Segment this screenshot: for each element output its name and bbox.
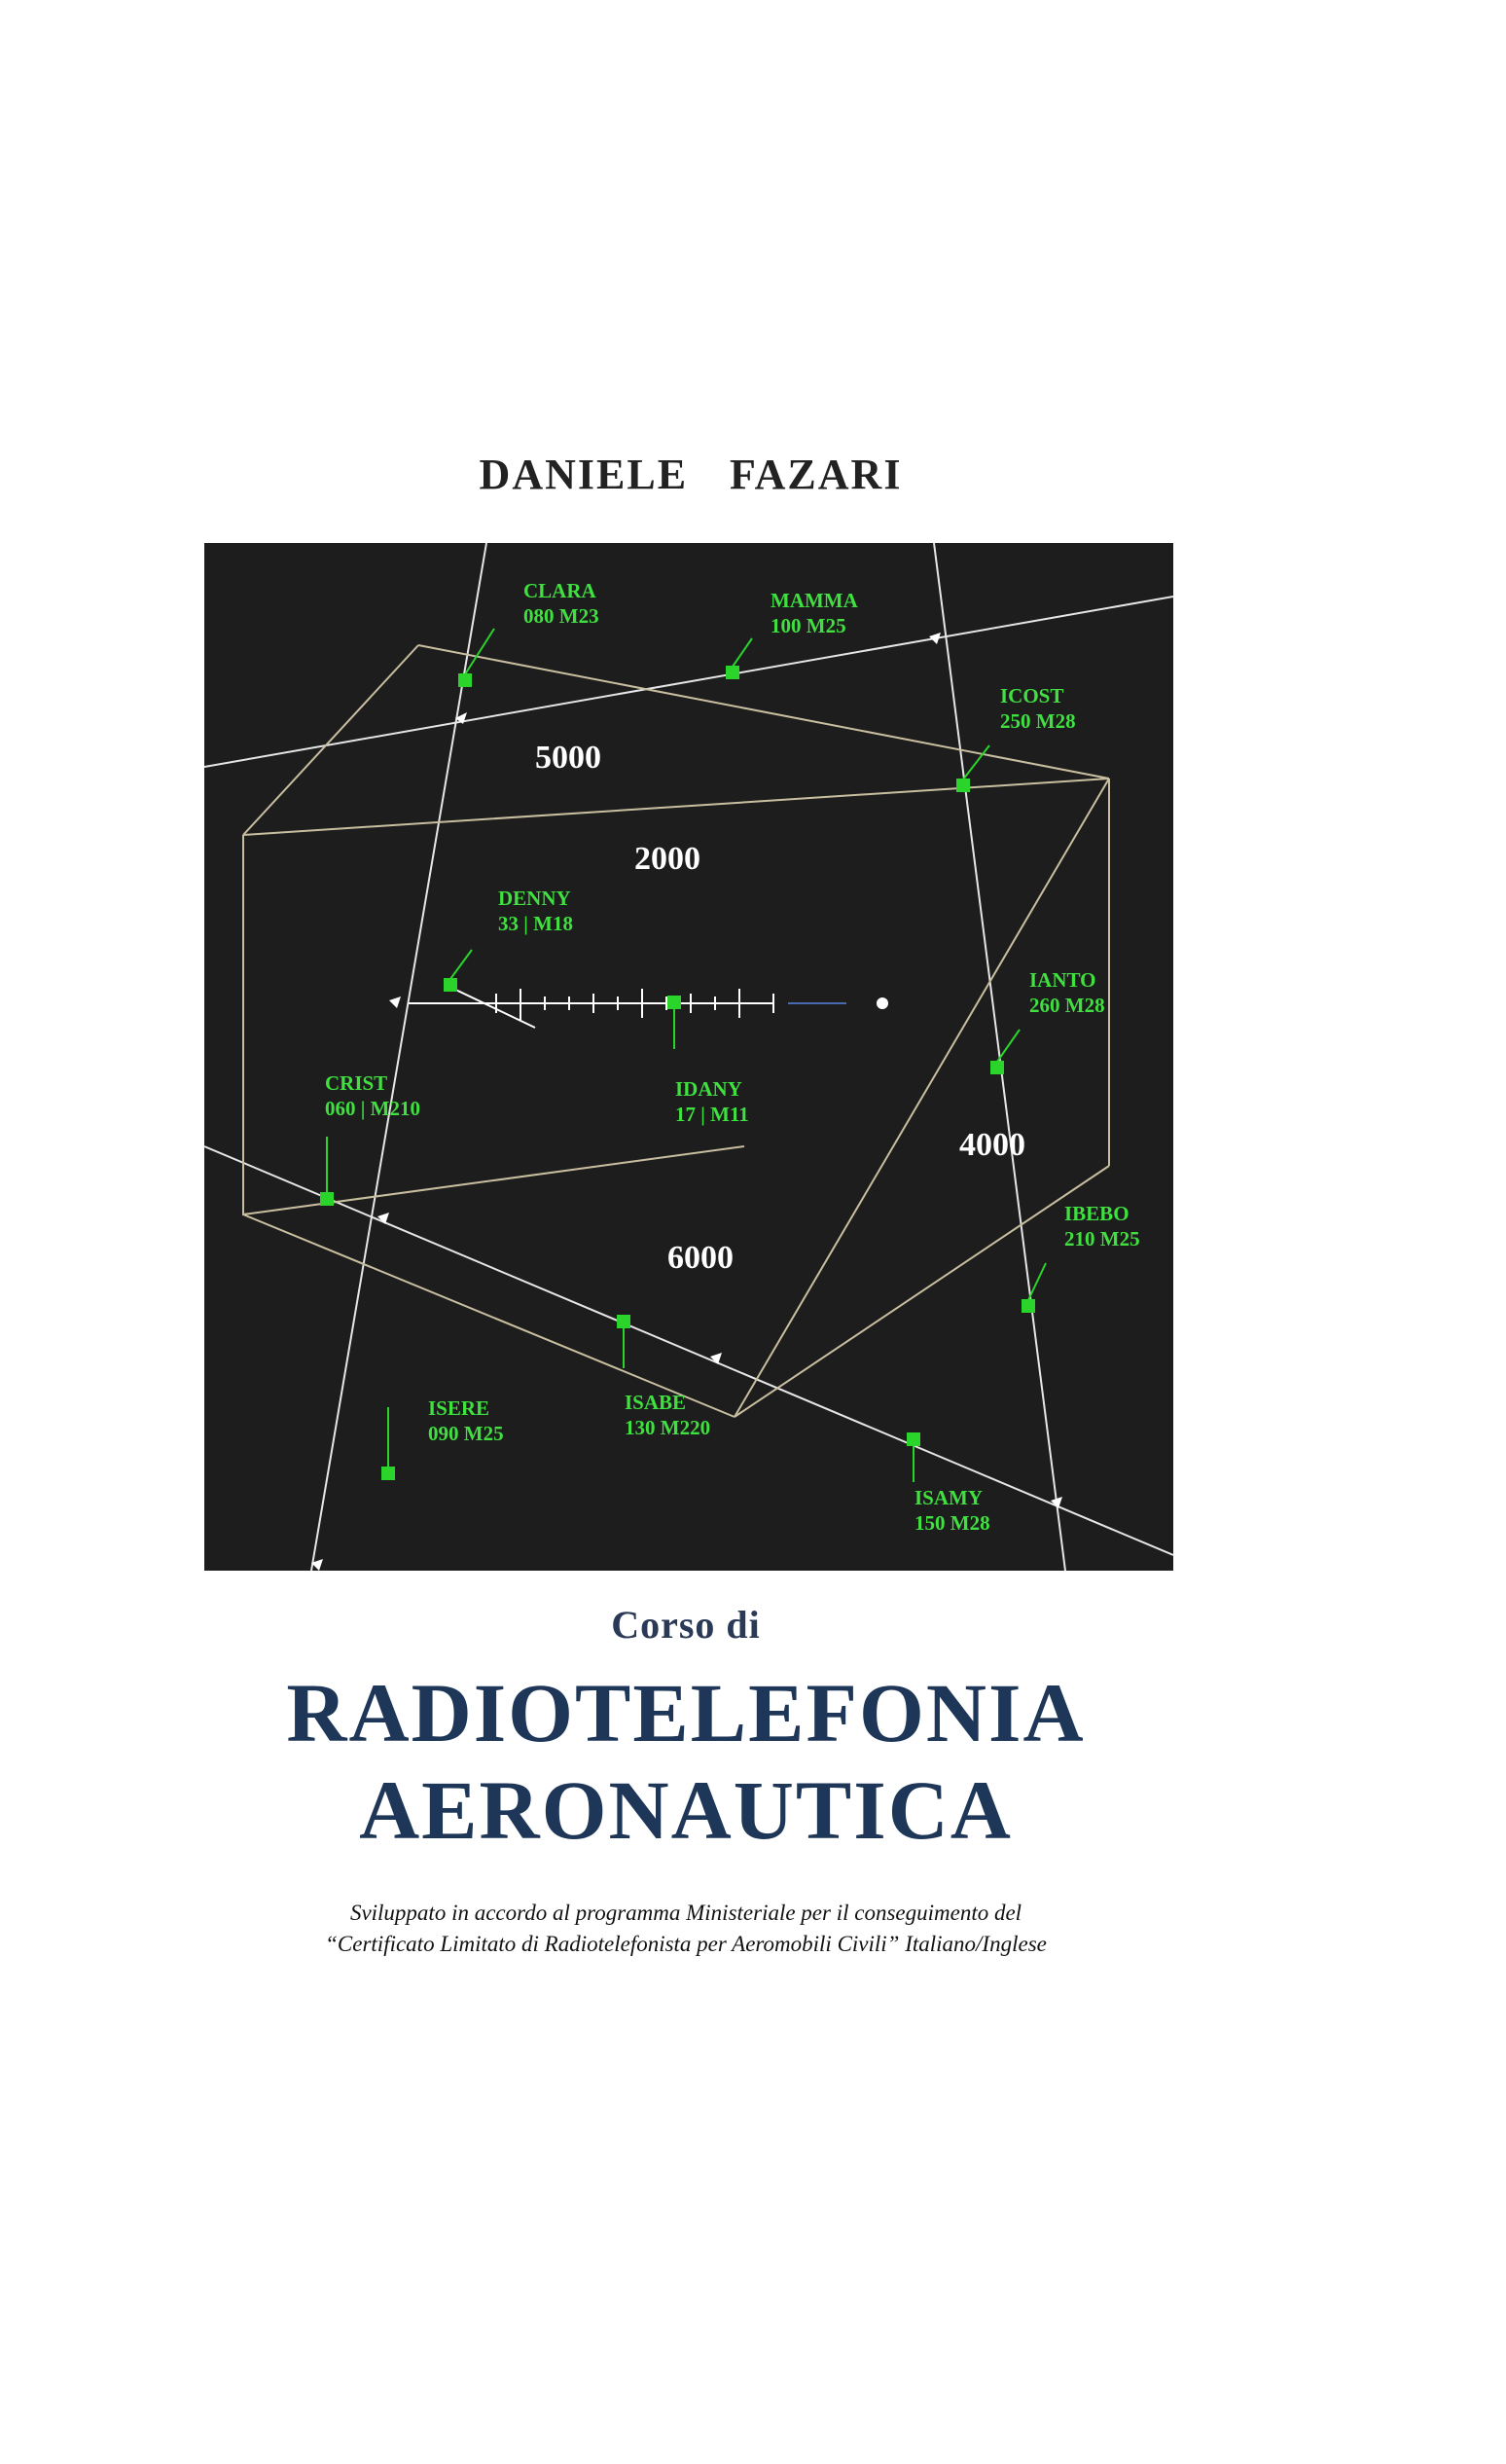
waypoint-label — [625, 1390, 710, 1440]
altitude-label: 2000 — [634, 841, 700, 877]
waypoint-info: 250 M28 — [1000, 709, 1076, 733]
waypoint-name: IDANY — [675, 1077, 742, 1101]
altitude-label: 6000 — [667, 1240, 734, 1276]
waypoint-info: 090 M25 — [428, 1422, 504, 1445]
radar-screen-image — [204, 543, 1173, 1571]
waypoint-info: 260 M28 — [1029, 994, 1105, 1017]
subtitle — [0, 1898, 1372, 1960]
waypoint-info: 060 | M210 — [325, 1097, 420, 1120]
waypoint-label — [1064, 1201, 1140, 1251]
waypoint-label — [1029, 967, 1105, 1018]
waypoint-info: 210 M25 — [1064, 1227, 1140, 1250]
subtitle-line-2: “Certificato Limitato di Radiotelefonista per Aeromobili Civili” Italiano/Inglese — [325, 1932, 1047, 1956]
waypoint-name: CLARA — [523, 579, 596, 602]
waypoint-info: 150 M28 — [914, 1511, 990, 1535]
waypoint-label — [675, 1076, 749, 1127]
waypoint-name: ISABE — [625, 1391, 687, 1414]
waypoint-info: 33 | M18 — [498, 912, 573, 935]
author-name: DANIELE FAZARI — [479, 451, 903, 498]
waypoint-info: 080 M23 — [523, 604, 599, 628]
waypoint-name: ISAMY — [914, 1486, 984, 1509]
waypoint-label — [1000, 683, 1076, 734]
title-line-2: AERONAUTICA — [359, 1763, 1013, 1857]
altitude-label: 5000 — [535, 740, 601, 776]
subtitle-line-1: Sviluppato in accordo al programma Ministeriale per il conseguimento del — [349, 1901, 1022, 1925]
course-heading: Corso di — [611, 1603, 761, 1647]
waypoint-label — [523, 578, 599, 629]
waypoint-name: IANTO — [1029, 968, 1096, 992]
waypoint-label — [914, 1485, 990, 1536]
waypoint-info: 100 M25 — [771, 614, 846, 637]
waypoint-name: IBEBO — [1064, 1202, 1130, 1225]
waypoint-label — [771, 588, 858, 638]
waypoint-label — [428, 1395, 504, 1446]
waypoint-name: DENNY — [498, 887, 571, 910]
waypoint-info: 17 | M11 — [675, 1103, 749, 1126]
waypoint-name: ISERE — [428, 1396, 490, 1420]
altitude-label: 4000 — [959, 1127, 1025, 1163]
waypoint-name: MAMMA — [771, 589, 858, 612]
waypoint-label — [498, 886, 573, 936]
waypoint-info: 130 M220 — [625, 1416, 711, 1439]
waypoint-label — [325, 1070, 420, 1121]
title-line-1: RADIOTELEFONIA — [286, 1666, 1086, 1759]
waypoint-name: CRIST — [325, 1071, 388, 1095]
waypoint-name: ICOST — [1000, 684, 1064, 707]
